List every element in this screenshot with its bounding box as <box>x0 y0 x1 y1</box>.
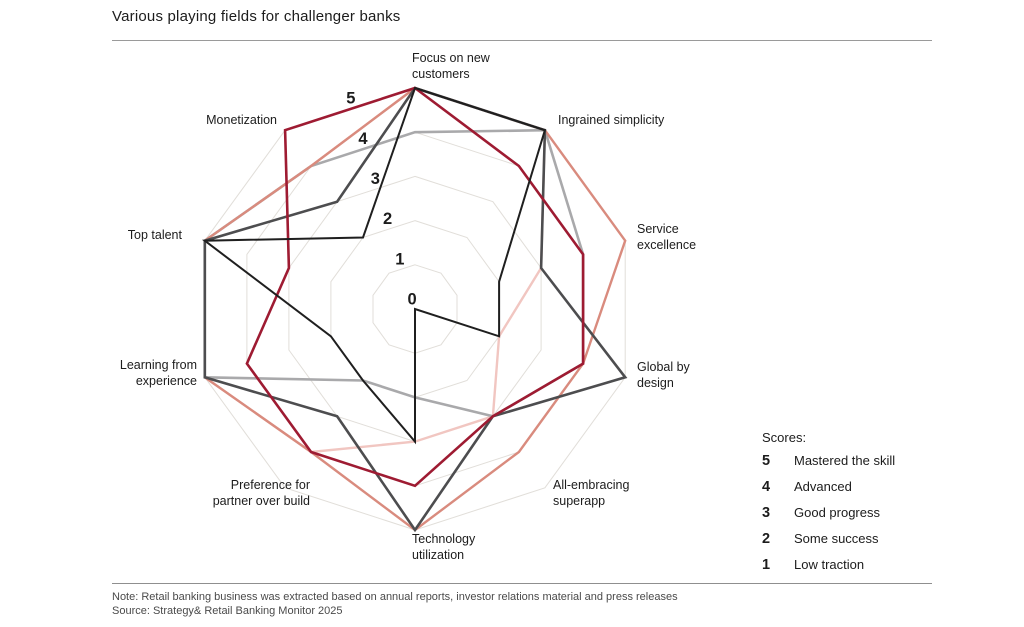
axis-label-top-talent: Top talent <box>127 228 182 242</box>
scale-label-4: 4 <box>358 129 368 148</box>
axis-label-ingrained-simplicity: Ingrained simplicity <box>558 113 665 127</box>
scale-label-2: 2 <box>383 210 393 229</box>
axis-label-technology-utilization: Technology utilization <box>412 532 476 562</box>
legend-item <box>762 531 895 547</box>
legend-item <box>762 479 895 495</box>
legend-score: 2 <box>762 531 771 547</box>
axis-label-learning-from-experience: Learning from experience <box>119 358 197 388</box>
axis-label-service-excellence: Service excellence <box>637 222 697 252</box>
legend-label: Advanced <box>794 479 852 494</box>
series-polygon-pale-pink-bank <box>205 88 545 452</box>
legend-label: Mastered the skill <box>794 453 896 468</box>
legend-item <box>762 557 895 573</box>
series-polygon-silver-bank <box>205 130 583 416</box>
footer-divider <box>112 583 932 584</box>
scale-label-0: 0 <box>407 290 417 309</box>
legend-score: 5 <box>762 453 771 469</box>
footnote-block <box>112 590 678 618</box>
legend-score: 4 <box>762 479 771 495</box>
legend-label: Low traction <box>794 557 865 572</box>
legend-item <box>762 453 895 469</box>
axis-label-monetization: Monetization <box>206 113 277 127</box>
scale-label-3: 3 <box>370 170 380 188</box>
page-title: Various playing fields for challenger banks <box>112 8 401 25</box>
legend-label: Some success <box>794 531 879 546</box>
legend-label: Good progress <box>794 505 880 520</box>
footnote-note: Note: Retail banking business was extracted based on annual reports, investor relations material and press releases <box>112 591 678 603</box>
legend-score: 3 <box>762 505 771 521</box>
footnote-source: Source: Strategy& Retail Banking Monitor 2025 <box>112 605 343 617</box>
legend-score: 1 <box>762 557 771 573</box>
axis-label-focus-on-new-customers: Focus on new customers <box>412 51 490 81</box>
axis-label-preference-for-partner-over-build: Preference for partner over build <box>212 478 310 508</box>
legend-item <box>762 505 895 521</box>
axis-label-all-embracing-superapp: All-embracing superapp <box>553 478 630 508</box>
scale-label-1: 1 <box>395 250 405 269</box>
legend-title: Scores: <box>762 430 807 445</box>
scores-legend <box>762 430 895 583</box>
axis-label-global-by-design: Global by design <box>637 360 690 390</box>
scale-label-5: 5 <box>346 89 356 108</box>
